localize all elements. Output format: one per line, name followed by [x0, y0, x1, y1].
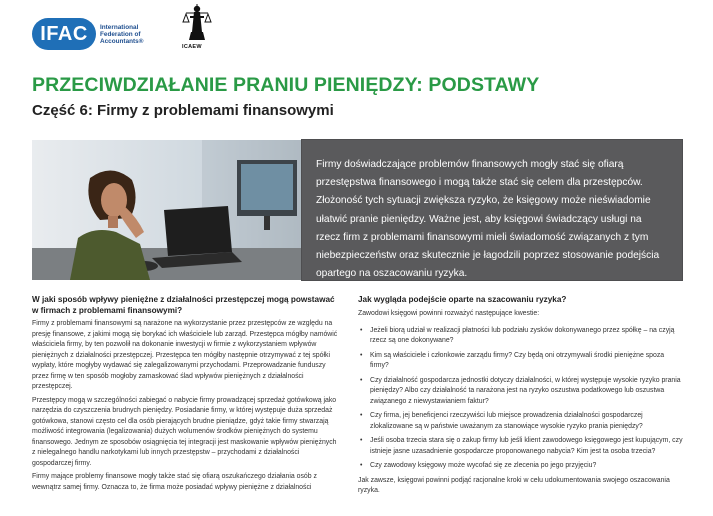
risk-questions-list — [358, 326, 684, 472]
list-item: • Kim są właściciele i członkowie zarządu firmy? Czy będą oni otrzymywali środki pieniężne spoza firmy? — [358, 351, 684, 372]
list-item: • Czy zawodowy księgowy może wycofać się ze zlecenia po jego przyjęciu? — [358, 461, 684, 472]
left-paragraph: Firmy mające problemy finansowe mogły także stać się ofiarą oszukańczego działania osób z wewnątrz samej firmy. Oznacza to, że firma może posiadać wpływy pieniężne z działalności — [32, 473, 317, 491]
intro-callout: Firmy doświadczające problemów finansowych mogły stać się ofiarą przestępstwa finansowego i mogą także stać się celem dla przestępców. Złożoność tych sytuacji zwiększa ryzyko, że księgowy może nieświadomie ułatwić pranie pieniędzy. Ważne jest, aby księgowi świadczący usługi na rzecz firm z problemami finansowymi mieli świadomość związanych z tym niebezpieczeństw oraz skutecznie je łagodzili poprzez stosowanie podejścia opartego na oszacowaniu ryzyka. — [302, 140, 682, 280]
stressed-woman-photo — [32, 140, 322, 280]
icaew-logo-label: ICAEW — [182, 44, 202, 50]
right-outro: Jak zawsze, księgowi powinni podjąć racjonalne kroki w celu udokumentowania swojego oszacowania ryzyka. — [358, 476, 670, 494]
page-subtitle: Część 6: Firmy z problemami finansowymi — [32, 102, 334, 119]
left-paragraph: Firmy z problemami finansowymi są narażone na wykorzystanie przez przestępców ze względu na presję finansowe, z jakimi mogą się borykać ich właściciele lub zarząd. Przestępca mógłby namówić właściciela firmy, by ten pozwolił na dokonanie inwestycji w firmie z wykorzystaniem wpływów pieniężnych z działalności przestępczej. Przestępca ten mógłby następnie otrzymywać z tej spółki wypłaty, które mogłyby wydawać się zalegalizowanymi przychodami. Przeprowadzanie funduszy przez firmę w ten sposób mogłoby zamaskować ślad wpływów pieniężnych z działalności przestępczej. — [32, 320, 338, 390]
right-intro: Zawodowi księgowi powinni rozważyć następujące kwestie: — [358, 310, 540, 317]
right-column — [358, 294, 684, 500]
left-column — [32, 294, 338, 496]
ifac-logo-name: International Federation of Accountants® — [100, 23, 144, 45]
list-item: • Jeśli osoba trzecia stara się o zakup firmy lub jeśli klient zawodowego księgowego jest kupującym, czy istnieje jasne uzasadnienie gospodarcze proponowanego nabycia? Kim jest ta osoba trzecia? — [358, 436, 684, 457]
ifac-logo-badge: IFAC — [32, 18, 96, 50]
list-item: • Czy firma, jej beneficjenci rzeczywiści lub miejsce prowadzenia działalności gospodarczej zlokalizowane są w państwie uważanym za stanowiące wysokie ryzyko prania pieniędzy? — [358, 411, 684, 432]
icaew-crest-icon — [180, 2, 214, 50]
list-item: • Czy działalność gospodarcza jednostki dotyczy działalności, w której występuje wysokie ryzyko prania pieniędzy? Albo czy działalność ta narażona jest na ryzyko oszustwa podatkowego lub oszustwa związanego z niewystawianiem faktur? — [358, 376, 684, 408]
page-title: PRZECIWDZIAŁANIE PRANIU PIENIĘDZY: PODSTAWY — [32, 74, 540, 96]
left-paragraph: Przestępcy mogą w szczególności zabiegać o nabycie firmy prowadzącej sprzedaż gotówkową jako narzędzia do czyszczenia brudnych pieniędzy. Posiadanie firmy, w której występuje duża sprzedaż gotówkowa, stanowi często cel dla osób pierających brudne pieniądze, gdyż takie firmy stwarzają możliwość integrowania (legalizowania) dużych wolumenów środków pieniężnych do systemu finansowego. Jednym ze sposobów osiągnięcia tej integracji jest maskowanie wpływów pieniężnych z nielegalnego handlu narkotykami lub innych przestępstw – przychodami z działalności gospodarczej firmy. — [32, 396, 337, 467]
ifac-logo — [32, 18, 170, 50]
right-heading: Jak wygląda podejście oparte na szacowaniu ryzyka? — [358, 295, 567, 304]
left-heading: W jaki sposób wpływy pieniężne z działalności przestępczej mogą powstawać w firmach z problemami finansowymi? — [32, 295, 335, 315]
list-item: • Jeżeli biorą udział w realizacji płatności lub podziału zysków dokonywanego przez spółkę – na czyją rzecz są one dokonywane? — [358, 326, 684, 347]
